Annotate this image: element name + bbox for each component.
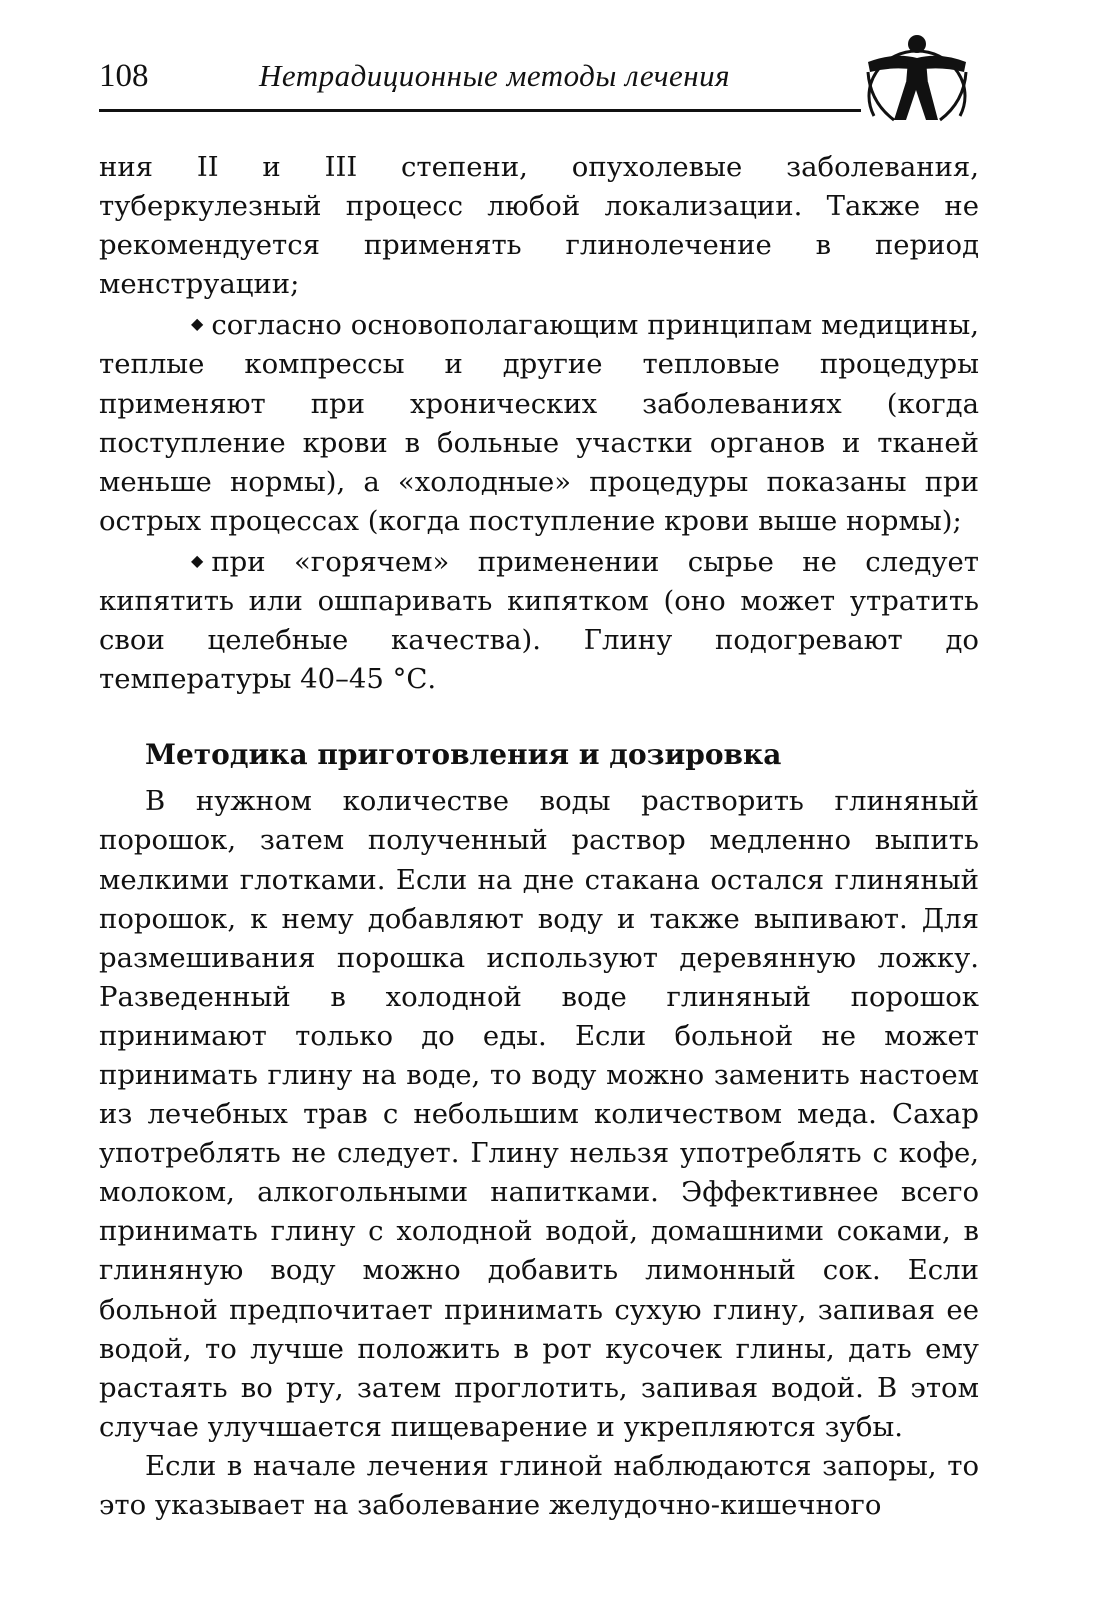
paragraph-continuation: ния II и III степени, опухолевые заболевания, туберкулезный процесс любой локализации. Также не рекомендуется применять глинолечение в период менструации; — [99, 151, 979, 301]
bullet-item-text: при «горячем» применении сырье не следует кипятить или ошпаривать кипятком (оно может утратить свои целебные качества). Глину подогревают до температуры 40–45 °С. — [99, 545, 979, 696]
header-rule — [99, 109, 861, 112]
bullet-diamond-icon: ◆ — [191, 550, 204, 570]
page-header — [99, 38, 979, 118]
page-number: 108 — [99, 58, 149, 94]
bullet-item-2 — [99, 541, 979, 699]
stick-figure-emblem-icon — [854, 30, 980, 128]
bullet-diamond-icon: ◆ — [191, 314, 204, 334]
paragraph: В нужном количестве воды растворить глиняный порошок, затем полученный раствор медленно выпить мелкими глотками. Если на дне стакана остался глиняный порошок, к нему добавляют воду и также выпивают. Для размешивания порошка используют деревянную ложку. Разведенный в холодной воде глиняный порошок принимают только до еды. Если больной не может принимать глину на воде, то воду можно заменить настоем из лечебных трав с небольшим количеством меда. Сахар употреблять не следует. Глину нельзя употреблять с кофе, молоком, алкогольными напитками. Эффективнее всего принимать глину с холодной водой, домашними соками, в глиняную воду можно добавить лимонный сок. Если больной предпочитает принимать сухую глину, запивая ее водой, то лучше положить в рот кусочек глины, дать ему растаять во рту, затем проглотить, запивая водой. В этом случае улучшается пищеварение и укрепляются зубы. — [99, 785, 979, 1443]
running-title: Нетрадиционные методы лечения — [259, 58, 731, 93]
paragraph: Если в начале лечения глиной наблюдаются запоры, то это указывает на заболевание желудочно-кишечного — [99, 1449, 979, 1521]
bullet-item-1 — [99, 304, 979, 541]
page-body — [99, 148, 979, 1525]
section-heading: Методика приготовления и дозировка — [145, 738, 782, 772]
bullet-item-text: согласно основополагающим принципам медицины, теплые компрессы и другие тепловые процедуры применяют при хронических заболеваниях (когда поступление крови в больные участки органов и тканей меньше нормы), а «холодные» процедуры показаны при острых процессах (когда поступление крови выше нормы); — [99, 309, 979, 537]
